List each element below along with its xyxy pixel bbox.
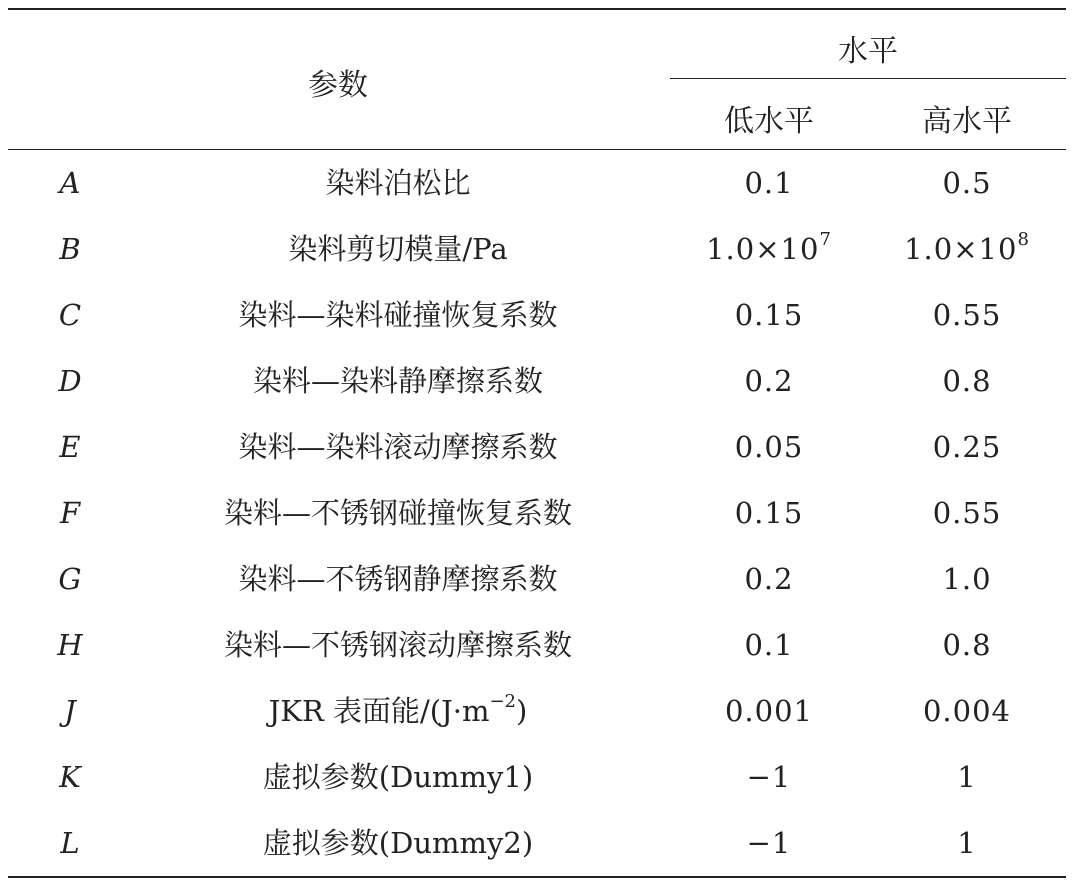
row-name: 染料—不锈钢滚动摩擦系数 — [223, 628, 572, 662]
row-code: K — [59, 760, 81, 794]
row-low — [670, 216, 868, 282]
row-code: J — [64, 694, 76, 728]
header-level: 水平 — [838, 34, 898, 69]
row-high: 0.8 — [942, 364, 992, 398]
row-low: 0.05 — [734, 430, 804, 464]
row-name: 染料—染料滚动摩擦系数 — [238, 430, 558, 464]
row-code: F — [59, 496, 81, 530]
row-low: 0.1 — [744, 628, 794, 662]
table-row — [8, 678, 1066, 744]
row-low: 0.001 — [724, 694, 814, 728]
table-row — [8, 810, 1066, 876]
row-low: 0.2 — [744, 562, 794, 596]
row-name-exponent: −2 — [489, 691, 516, 712]
row-name — [128, 678, 668, 744]
row-high: 0.5 — [942, 166, 992, 200]
table-row — [8, 546, 1066, 612]
row-name: 染料—不锈钢碰撞恢复系数 — [223, 496, 572, 530]
row-high: 1 — [957, 826, 977, 860]
row-low-mantissa: 1.0×10 — [706, 232, 820, 266]
row-low: 0.15 — [734, 298, 804, 332]
row-name-prefix: JKR 表面能/(J·m — [268, 694, 490, 728]
row-low: 0.2 — [744, 364, 794, 398]
row-high: 0.004 — [922, 694, 1012, 728]
row-name: 染料剪切模量/Pa — [288, 232, 508, 266]
row-high: 0.55 — [932, 496, 1002, 530]
header-param: 参数 — [308, 68, 368, 103]
row-name: 染料—不锈钢静摩擦系数 — [238, 562, 558, 596]
row-high-mantissa: 1.0×10 — [904, 232, 1018, 266]
header-low-level: 低水平 — [724, 104, 814, 139]
row-code: H — [57, 628, 83, 662]
table-row — [8, 348, 1066, 414]
row-high: 0.8 — [942, 628, 992, 662]
row-high-exponent: 8 — [1017, 229, 1030, 250]
row-code: C — [58, 298, 82, 332]
row-name: 染料—染料静摩擦系数 — [252, 364, 543, 398]
row-code: D — [58, 364, 82, 398]
row-code: E — [59, 430, 81, 464]
table-bottom-rule — [8, 876, 1066, 878]
table-body — [8, 150, 1066, 876]
row-low: −1 — [746, 760, 792, 794]
table-row — [8, 282, 1066, 348]
row-code: A — [59, 166, 81, 200]
table-row — [8, 150, 1066, 216]
table-row — [8, 216, 1066, 282]
row-low: −1 — [746, 826, 792, 860]
row-low: 0.15 — [734, 496, 804, 530]
row-high: 1.0 — [942, 562, 992, 596]
row-name-suffix: ) — [516, 694, 528, 728]
table-row — [8, 744, 1066, 810]
header-high-level: 高水平 — [922, 104, 1012, 139]
row-high: 0.55 — [932, 298, 1002, 332]
row-high: 1 — [957, 760, 977, 794]
row-code: G — [58, 562, 82, 596]
table-row — [8, 414, 1066, 480]
row-code: L — [60, 826, 80, 860]
row-high — [868, 216, 1066, 282]
row-low-exponent: 7 — [819, 229, 832, 250]
row-code: B — [59, 232, 81, 266]
level-sub-rule — [670, 78, 1066, 79]
table-top-rule — [8, 8, 1066, 10]
table-row — [8, 480, 1066, 546]
row-name: 虚拟参数(Dummy1) — [262, 760, 534, 794]
row-name: 染料—染料碰撞恢复系数 — [238, 298, 558, 332]
table-row — [8, 612, 1066, 678]
row-name: 虚拟参数(Dummy2) — [262, 826, 534, 860]
row-name: 染料泊松比 — [325, 166, 471, 200]
row-low: 0.1 — [744, 166, 794, 200]
row-high: 0.25 — [932, 430, 1002, 464]
